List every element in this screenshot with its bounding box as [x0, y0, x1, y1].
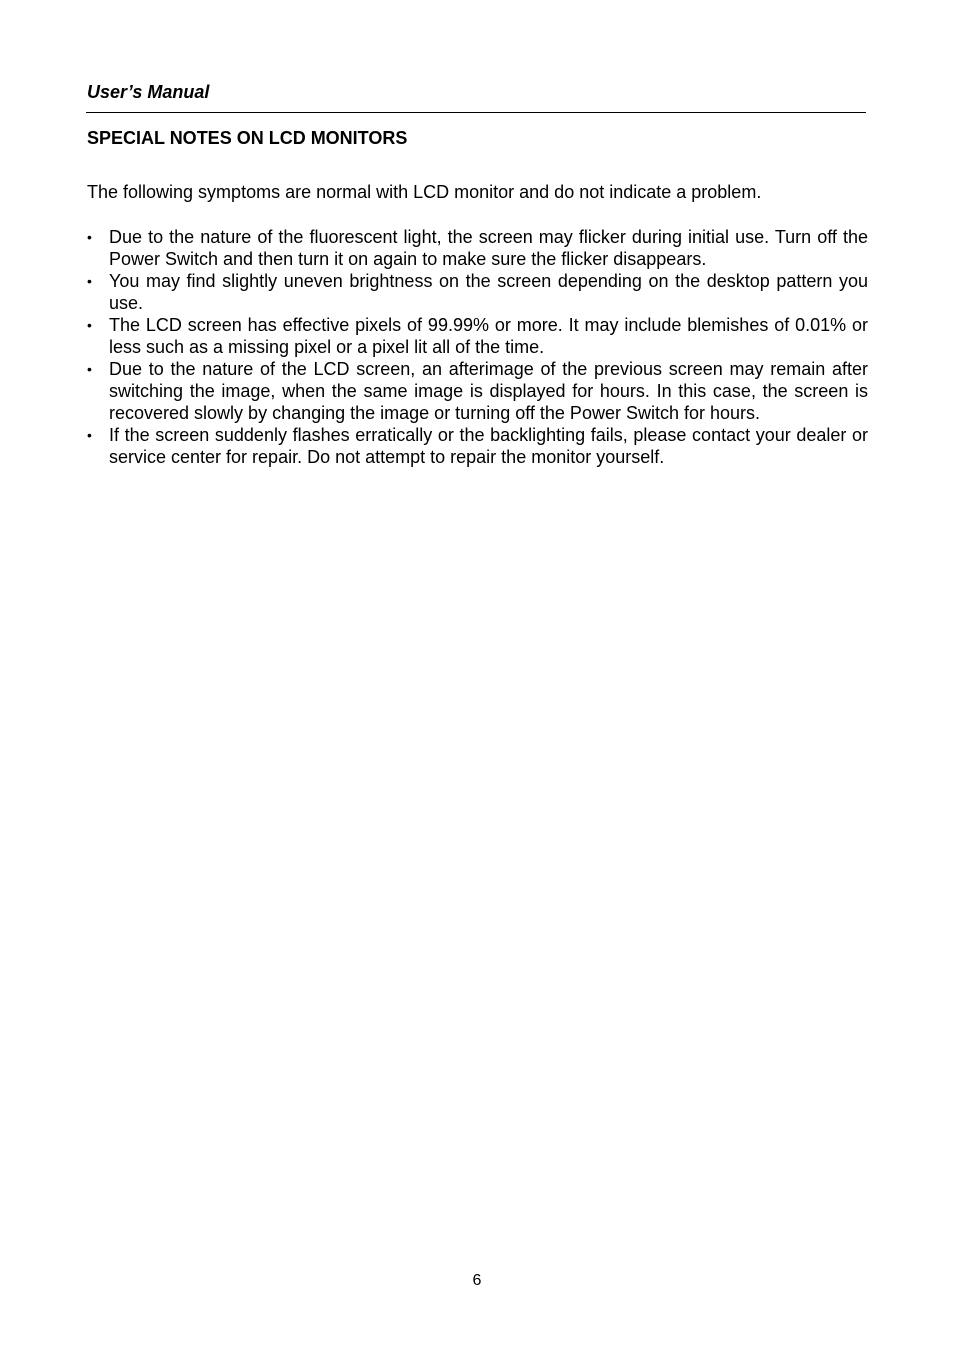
- bullet-icon: •: [87, 317, 92, 333]
- list-item: [87, 270, 868, 314]
- bullet-icon: •: [87, 229, 92, 245]
- section-heading: SPECIAL NOTES ON LCD MONITORS: [87, 128, 408, 148]
- note-text: Due to the nature of the fluorescent light, the screen may flicker during initial use. Turn off the Power Switch and then turn it on again to make sure the flicker disappears.: [109, 227, 868, 269]
- notes-list: [87, 226, 868, 468]
- header-divider: [86, 112, 866, 113]
- page-number: 6: [472, 1272, 482, 1289]
- list-item: [87, 226, 868, 270]
- note-text: If the screen suddenly flashes erratically or the backlighting fails, please contact your dealer or service center for repair. Do not attempt to repair the monitor yourself.: [109, 425, 868, 467]
- note-text: The LCD screen has effective pixels of 99.99% or more. It may include blemishes of 0.01% or less such as a missing pixel or a pixel lit all of the time.: [109, 315, 868, 357]
- intro-paragraph: The following symptoms are normal with LCD monitor and do not indicate a problem.: [87, 182, 762, 202]
- list-item: [87, 424, 868, 468]
- running-header-title: User’s Manual: [87, 82, 210, 102]
- note-text: You may find slightly uneven brightness on the screen depending on the desktop pattern you use.: [109, 271, 868, 313]
- bullet-icon: •: [87, 427, 92, 443]
- bullet-icon: •: [87, 273, 92, 289]
- list-item: [87, 314, 868, 358]
- bullet-icon: •: [87, 361, 92, 377]
- note-text: Due to the nature of the LCD screen, an afterimage of the previous screen may remain after switching the image, when the same image is displayed for hours. In this case, the screen is recovered slowly by changing the image or turning off the Power Switch for hours.: [109, 359, 868, 423]
- list-item: [87, 358, 868, 424]
